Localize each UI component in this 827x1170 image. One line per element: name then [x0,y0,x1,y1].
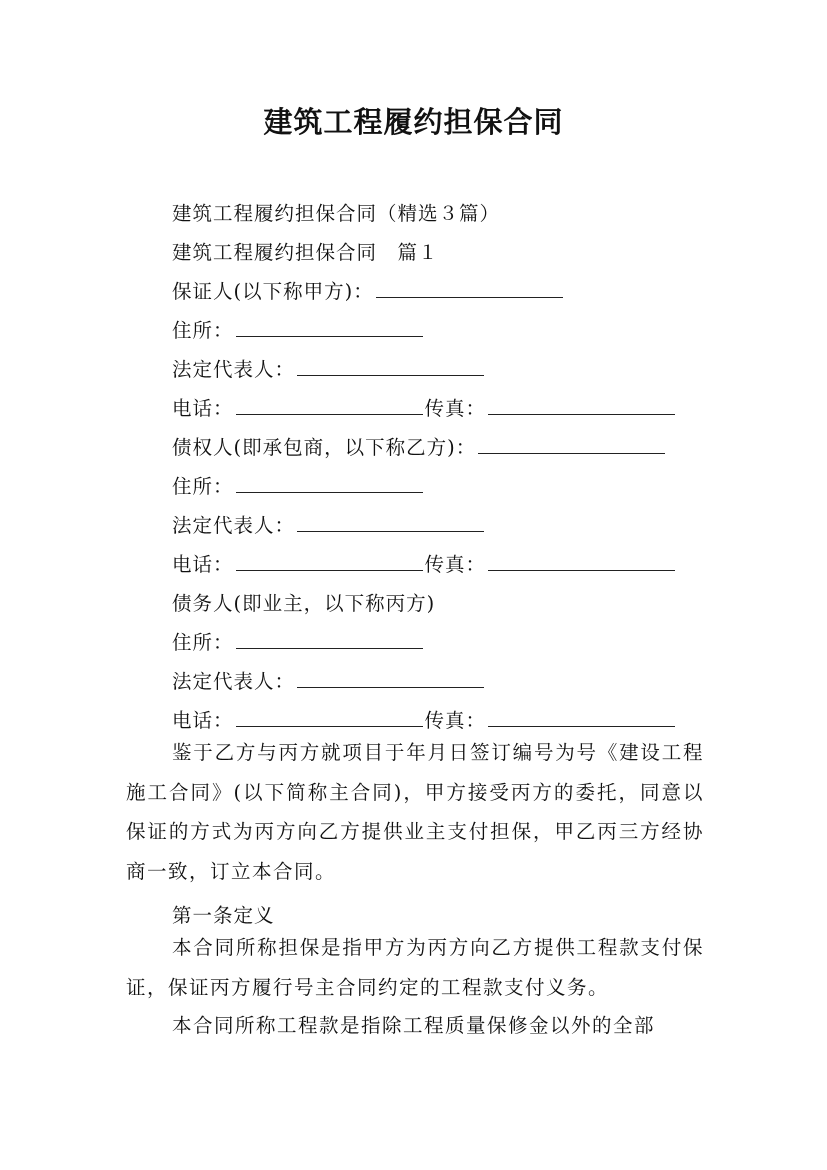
creditor-address-blank [236,472,423,493]
guarantor-fax-blank [488,394,675,415]
creditor-address-label: 住所： [172,475,234,498]
guarantor-row [172,276,565,304]
debtor-phone-blank [236,706,423,727]
guarantor-contact-row [172,393,677,421]
creditor-row [172,432,667,460]
creditor-phone-blank [236,550,423,571]
document-title: 建筑工程履约担保合同 [263,105,564,139]
debtor-address-blank [236,628,423,649]
creditor-label: 债权人(即承包商，以下称乙方)： [172,436,477,459]
guarantor-address-label: 住所： [172,319,234,342]
guarantor-label: 保证人(以下称甲方)： [172,280,374,303]
debtor-address-row [172,627,425,655]
debtor-fax-label: 传真： [424,709,487,732]
preamble-paragraph: 鉴于乙方与丙方就项目于年月日签订编号为号《建设工程施工合同》(以下简称主合同)，甲方接受丙方的委托，同意以保证的方式为丙方向乙方提供业主支付担保，甲乙丙三方经协商一致，订立本合同。 [126,741,704,883]
article1-paragraph-2: 本合同所称工程款是指除工程质量保修金以外的全部 [172,1014,656,1037]
guarantor-legal-rep-blank [297,355,484,376]
debtor-legal-rep-label: 法定代表人： [172,670,296,693]
debtor-row [172,588,435,616]
creditor-fax-label: 传真： [424,553,487,576]
debtor-legal-rep-blank [297,667,484,688]
intro-line: 建筑工程履约担保合同（精选３篇） [172,202,501,225]
guarantor-name-blank [376,277,563,298]
guarantor-fax-label: 传真： [424,397,487,420]
creditor-contact-row [172,549,677,577]
guarantor-phone-blank [236,394,423,415]
creditor-address-row [172,471,425,499]
section-line: 建筑工程履约担保合同 篇１ [172,241,439,264]
creditor-legal-rep-blank [297,511,484,532]
debtor-fax-blank [488,706,675,727]
guarantor-address-blank [236,316,423,337]
guarantor-phone-label: 电话： [172,397,234,420]
debtor-legal-rep-row [172,666,486,694]
debtor-contact-row [172,705,677,733]
debtor-label: 债务人(即业主，以下称丙方) [172,592,436,615]
creditor-legal-rep-row [172,510,486,538]
creditor-name-blank [478,433,665,454]
article1-paragraph-1: 本合同所称担保是指甲方为丙方向乙方提供工程款支付保证，保证丙方履行号主合同约定的工程款支付义务。 [126,936,704,999]
debtor-address-label: 住所： [172,631,234,654]
guarantor-legal-rep-row [172,354,486,382]
guarantor-address-row [172,315,425,343]
creditor-phone-label: 电话： [172,553,234,576]
debtor-phone-label: 电话： [172,709,234,732]
creditor-fax-blank [488,550,675,571]
article1-heading: 第一条定义 [172,904,275,927]
guarantor-legal-rep-label: 法定代表人： [172,358,296,381]
creditor-legal-rep-label: 法定代表人： [172,514,296,537]
